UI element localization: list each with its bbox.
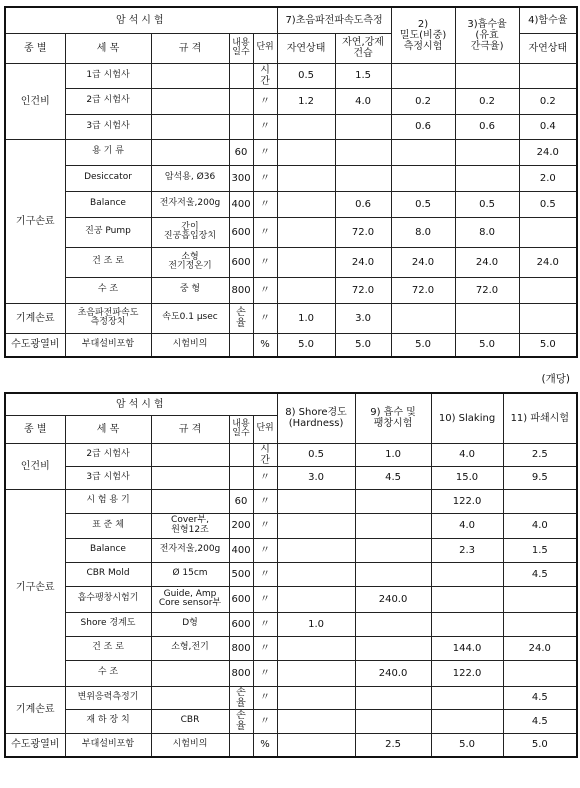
category-cell: 수도광열비 (5, 733, 65, 757)
spec-cell: 소형,전기 (151, 636, 229, 660)
value-cell (277, 586, 355, 612)
value-cell: 5.0 (277, 333, 335, 357)
item-cell: Balance (65, 191, 151, 217)
value-cell: 2.5 (355, 733, 431, 757)
table-row (5, 586, 577, 612)
unit-cell: 〃 (253, 139, 277, 165)
life-cell (229, 443, 253, 466)
value-cell: 24.0 (519, 139, 577, 165)
value-cell (455, 139, 519, 165)
unit-cell: 〃 (253, 217, 277, 247)
value-cell (277, 114, 335, 139)
item-cell: 용 기 류 (65, 139, 151, 165)
unit-cell: 〃 (253, 513, 277, 538)
value-cell: 5.0 (519, 333, 577, 357)
col-head-ultrasonic: 7)초음파전파속도측정 (277, 7, 391, 33)
value-cell (503, 489, 577, 513)
life-cell (229, 88, 253, 114)
item-cell: 진공 Pump (65, 217, 151, 247)
value-cell: 9.5 (503, 466, 577, 489)
unit-cell: 〃 (253, 612, 277, 636)
spec-cell (151, 466, 229, 489)
table-row (5, 489, 577, 513)
unit-cell: 〃 (253, 191, 277, 217)
value-cell (277, 513, 355, 538)
item-cell: 표 준 체 (65, 513, 151, 538)
value-cell (277, 139, 335, 165)
value-cell (355, 612, 431, 636)
value-cell (277, 277, 335, 303)
category-cell: 기구손료 (5, 489, 65, 686)
col-head-crushing: 11) 파쇄시험 (503, 393, 577, 443)
value-cell: 1.2 (277, 88, 335, 114)
table-row (5, 191, 577, 217)
rock-test-table-1 (4, 6, 578, 358)
value-cell: 72.0 (335, 277, 391, 303)
value-cell (391, 139, 455, 165)
col-head-absorption: 3)흡수율 (유효 간극율) (455, 7, 519, 63)
value-cell: 1.5 (503, 538, 577, 562)
value-cell: 72.0 (335, 217, 391, 247)
value-cell (355, 562, 431, 586)
value-cell: 1.0 (277, 612, 355, 636)
unit-cell: 〃 (253, 114, 277, 139)
unit-cell: 〃 (253, 686, 277, 709)
life-cell: 600 (229, 217, 253, 247)
value-cell: 5.0 (431, 733, 503, 757)
unit-cell: 〃 (253, 538, 277, 562)
spec-cell: CBR (151, 709, 229, 733)
item-cell: Balance (65, 538, 151, 562)
spec-cell (151, 489, 229, 513)
value-cell (277, 686, 355, 709)
col-unit: 단위 (253, 415, 277, 443)
value-cell: 8.0 (455, 217, 519, 247)
value-cell: 5.0 (503, 733, 577, 757)
table-row (5, 466, 577, 489)
sub-natural-2: 자연상태 (519, 33, 577, 63)
life-cell: 손율 (229, 303, 253, 333)
col-kind: 종 별 (5, 33, 65, 63)
item-cell: 부대설비포함 (65, 733, 151, 757)
value-cell: 2.3 (431, 538, 503, 562)
value-cell (277, 165, 335, 191)
value-cell (519, 63, 577, 88)
value-cell: 3.0 (335, 303, 391, 333)
life-cell (229, 466, 253, 489)
value-cell (431, 686, 503, 709)
value-cell (431, 612, 503, 636)
item-cell: 건 조 로 (65, 636, 151, 660)
unit-cell: 〃 (253, 303, 277, 333)
value-cell (277, 538, 355, 562)
unit-cell: 〃 (253, 277, 277, 303)
value-cell (519, 303, 577, 333)
value-cell: 24.0 (391, 247, 455, 277)
value-cell (503, 586, 577, 612)
table-row (5, 88, 577, 114)
spec-cell: Guide, Amp Core sensor부 (151, 586, 229, 612)
spec-cell (151, 88, 229, 114)
life-cell: 60 (229, 489, 253, 513)
value-cell: 4.0 (431, 443, 503, 466)
table-row (5, 686, 577, 709)
spec-cell: 전자저울,200g (151, 191, 229, 217)
value-cell (431, 562, 503, 586)
item-cell: CBR Mold (65, 562, 151, 586)
item-cell: 재 하 장 치 (65, 709, 151, 733)
item-cell: 3급 시험사 (65, 114, 151, 139)
per-unit-note: (개당) (541, 373, 570, 385)
table-row (5, 63, 577, 88)
value-cell: 240.0 (355, 660, 431, 686)
value-cell (431, 709, 503, 733)
value-cell: 0.2 (455, 88, 519, 114)
life-cell (229, 63, 253, 88)
life-cell (229, 333, 253, 357)
category-cell: 기구손료 (5, 139, 65, 303)
value-cell (455, 63, 519, 88)
value-cell: 0.5 (391, 191, 455, 217)
value-cell (277, 489, 355, 513)
value-cell: 4.5 (503, 686, 577, 709)
life-cell: 손율 (229, 686, 253, 709)
item-cell: 초음파전파속도 측정장치 (65, 303, 151, 333)
table-row (5, 443, 577, 466)
spec-cell: 전자저울,200g (151, 538, 229, 562)
unit-cell: 〃 (253, 709, 277, 733)
spec-cell (151, 686, 229, 709)
life-cell: 400 (229, 191, 253, 217)
life-cell: 600 (229, 247, 253, 277)
table-title: 암석시험 (5, 7, 277, 33)
category-cell: 인건비 (5, 443, 65, 489)
table-row (5, 636, 577, 660)
value-cell: 72.0 (391, 277, 455, 303)
value-cell (277, 660, 355, 686)
value-cell (335, 165, 391, 191)
value-cell (277, 247, 335, 277)
value-cell: 0.5 (277, 63, 335, 88)
value-cell: 4.0 (503, 513, 577, 538)
item-cell: Desiccator (65, 165, 151, 191)
life-cell: 800 (229, 277, 253, 303)
col-spec: 규 격 (151, 33, 229, 63)
table-row (5, 277, 577, 303)
table-row (5, 562, 577, 586)
life-cell: 600 (229, 586, 253, 612)
category-cell: 인건비 (5, 63, 65, 139)
value-cell: 2.0 (519, 165, 577, 191)
unit-cell: % (253, 733, 277, 757)
table-title: 암석시험 (5, 393, 277, 415)
value-cell (277, 191, 335, 217)
spec-cell: Cover부, 원형12조 (151, 513, 229, 538)
table-row (5, 660, 577, 686)
value-cell (355, 489, 431, 513)
spec-cell (151, 114, 229, 139)
sub-natural: 자연상태 (277, 33, 335, 63)
life-cell: 600 (229, 612, 253, 636)
value-cell: 144.0 (431, 636, 503, 660)
spec-cell: 간이 진공흡입장치 (151, 217, 229, 247)
value-cell (277, 562, 355, 586)
value-cell (519, 277, 577, 303)
spec-cell: 시험비의 (151, 733, 229, 757)
unit-cell: 〃 (253, 660, 277, 686)
item-cell: 2급 시험사 (65, 88, 151, 114)
item-cell: 수 조 (65, 660, 151, 686)
value-cell (355, 538, 431, 562)
value-cell (455, 303, 519, 333)
value-cell: 72.0 (455, 277, 519, 303)
spec-cell: 시험비의 (151, 333, 229, 357)
spec-cell: D형 (151, 612, 229, 636)
table-row (5, 139, 577, 165)
value-cell (391, 303, 455, 333)
spec-cell (151, 443, 229, 466)
rock-test-table-2 (4, 392, 578, 758)
table-row (5, 165, 577, 191)
value-cell: 15.0 (431, 466, 503, 489)
value-cell: 4.5 (355, 466, 431, 489)
value-cell (277, 709, 355, 733)
col-head-shore: 8) Shore경도 (Hardness) (277, 393, 355, 443)
value-cell: 0.6 (335, 191, 391, 217)
value-cell (277, 733, 355, 757)
table-row (5, 247, 577, 277)
col-kind: 종 별 (5, 415, 65, 443)
spec-cell (151, 63, 229, 88)
unit-cell: 시간 (253, 443, 277, 466)
item-cell: 변위응력측정기 (65, 686, 151, 709)
life-cell: 60 (229, 139, 253, 165)
spec-cell: 소형 전기정온기 (151, 247, 229, 277)
value-cell: 0.4 (519, 114, 577, 139)
value-cell: 122.0 (431, 660, 503, 686)
value-cell (277, 217, 335, 247)
col-head-slaking: 10) Slaking (431, 393, 503, 443)
category-cell: 수도광열비 (5, 333, 65, 357)
table-row (5, 709, 577, 733)
value-cell (355, 636, 431, 660)
col-spec: 규 격 (151, 415, 229, 443)
unit-cell: 〃 (253, 636, 277, 660)
col-head-swelling: 9) 흡수 및 팽창시험 (355, 393, 431, 443)
value-cell: 240.0 (355, 586, 431, 612)
unit-cell: 〃 (253, 562, 277, 586)
value-cell (335, 114, 391, 139)
value-cell: 24.0 (503, 636, 577, 660)
unit-cell: 〃 (253, 88, 277, 114)
spec-cell: Ø 15cm (151, 562, 229, 586)
value-cell: 0.6 (455, 114, 519, 139)
table-row (5, 303, 577, 333)
value-cell: 1.0 (277, 303, 335, 333)
value-cell (277, 636, 355, 660)
table-row (5, 538, 577, 562)
col-head-density: 2) 밀도(비중) 측정시험 (391, 7, 455, 63)
value-cell (503, 660, 577, 686)
spec-cell: 암석용, Ø36 (151, 165, 229, 191)
value-cell: 1.0 (355, 443, 431, 466)
life-cell: 손율 (229, 709, 253, 733)
item-cell: Shore 경계도 (65, 612, 151, 636)
value-cell: 0.5 (455, 191, 519, 217)
value-cell (503, 612, 577, 636)
unit-cell: 시간 (253, 63, 277, 88)
value-cell: 0.2 (391, 88, 455, 114)
value-cell (355, 709, 431, 733)
value-cell: 4.0 (335, 88, 391, 114)
unit-cell: % (253, 333, 277, 357)
value-cell: 0.5 (519, 191, 577, 217)
col-life: 내용 일수 (229, 415, 253, 443)
item-cell: 2급 시험사 (65, 443, 151, 466)
item-cell: 시 험 용 기 (65, 489, 151, 513)
value-cell: 5.0 (391, 333, 455, 357)
value-cell: 0.5 (277, 443, 355, 466)
table-row (5, 612, 577, 636)
table-row (5, 217, 577, 247)
category-cell: 기계손료 (5, 303, 65, 333)
table-row (5, 114, 577, 139)
value-cell: 4.0 (431, 513, 503, 538)
col-item: 세 목 (65, 415, 151, 443)
item-cell: 건 조 로 (65, 247, 151, 277)
col-unit: 단위 (253, 33, 277, 63)
value-cell: 3.0 (277, 466, 355, 489)
sub-forced: 자연,강제 건습 (335, 33, 391, 63)
value-cell: 5.0 (455, 333, 519, 357)
table-row (5, 513, 577, 538)
value-cell: 8.0 (391, 217, 455, 247)
life-cell (229, 733, 253, 757)
value-cell: 5.0 (335, 333, 391, 357)
life-cell: 800 (229, 636, 253, 660)
life-cell: 500 (229, 562, 253, 586)
unit-cell: 〃 (253, 586, 277, 612)
value-cell (391, 63, 455, 88)
life-cell (229, 114, 253, 139)
value-cell: 122.0 (431, 489, 503, 513)
unit-cell: 〃 (253, 489, 277, 513)
life-cell: 800 (229, 660, 253, 686)
value-cell (355, 513, 431, 538)
value-cell (355, 686, 431, 709)
item-cell: 수 조 (65, 277, 151, 303)
item-cell: 부대설비포함 (65, 333, 151, 357)
value-cell: 4.5 (503, 709, 577, 733)
value-cell: 2.5 (503, 443, 577, 466)
unit-cell: 〃 (253, 466, 277, 489)
value-cell: 0.2 (519, 88, 577, 114)
value-cell (431, 586, 503, 612)
life-cell: 400 (229, 538, 253, 562)
life-cell: 300 (229, 165, 253, 191)
value-cell: 24.0 (335, 247, 391, 277)
life-cell: 200 (229, 513, 253, 538)
spec-cell (151, 139, 229, 165)
col-life: 내용 일수 (229, 33, 253, 63)
unit-cell: 〃 (253, 165, 277, 191)
item-cell: 1급 시험사 (65, 63, 151, 88)
value-cell (391, 165, 455, 191)
value-cell (335, 139, 391, 165)
value-cell: 0.6 (391, 114, 455, 139)
col-head-moisture: 4)함수율 (519, 7, 577, 33)
value-cell: 1.5 (335, 63, 391, 88)
value-cell (455, 165, 519, 191)
item-cell: 흡수팽창시험기 (65, 586, 151, 612)
table-row (5, 333, 577, 357)
item-cell: 3급 시험사 (65, 466, 151, 489)
value-cell: 24.0 (455, 247, 519, 277)
category-cell: 기계손료 (5, 686, 65, 733)
spec-cell: 중 형 (151, 277, 229, 303)
unit-cell: 〃 (253, 247, 277, 277)
table-row (5, 733, 577, 757)
value-cell (519, 217, 577, 247)
value-cell: 4.5 (503, 562, 577, 586)
col-item: 세 목 (65, 33, 151, 63)
spec-cell (151, 660, 229, 686)
spec-cell: 속도0.1 μsec (151, 303, 229, 333)
value-cell: 24.0 (519, 247, 577, 277)
